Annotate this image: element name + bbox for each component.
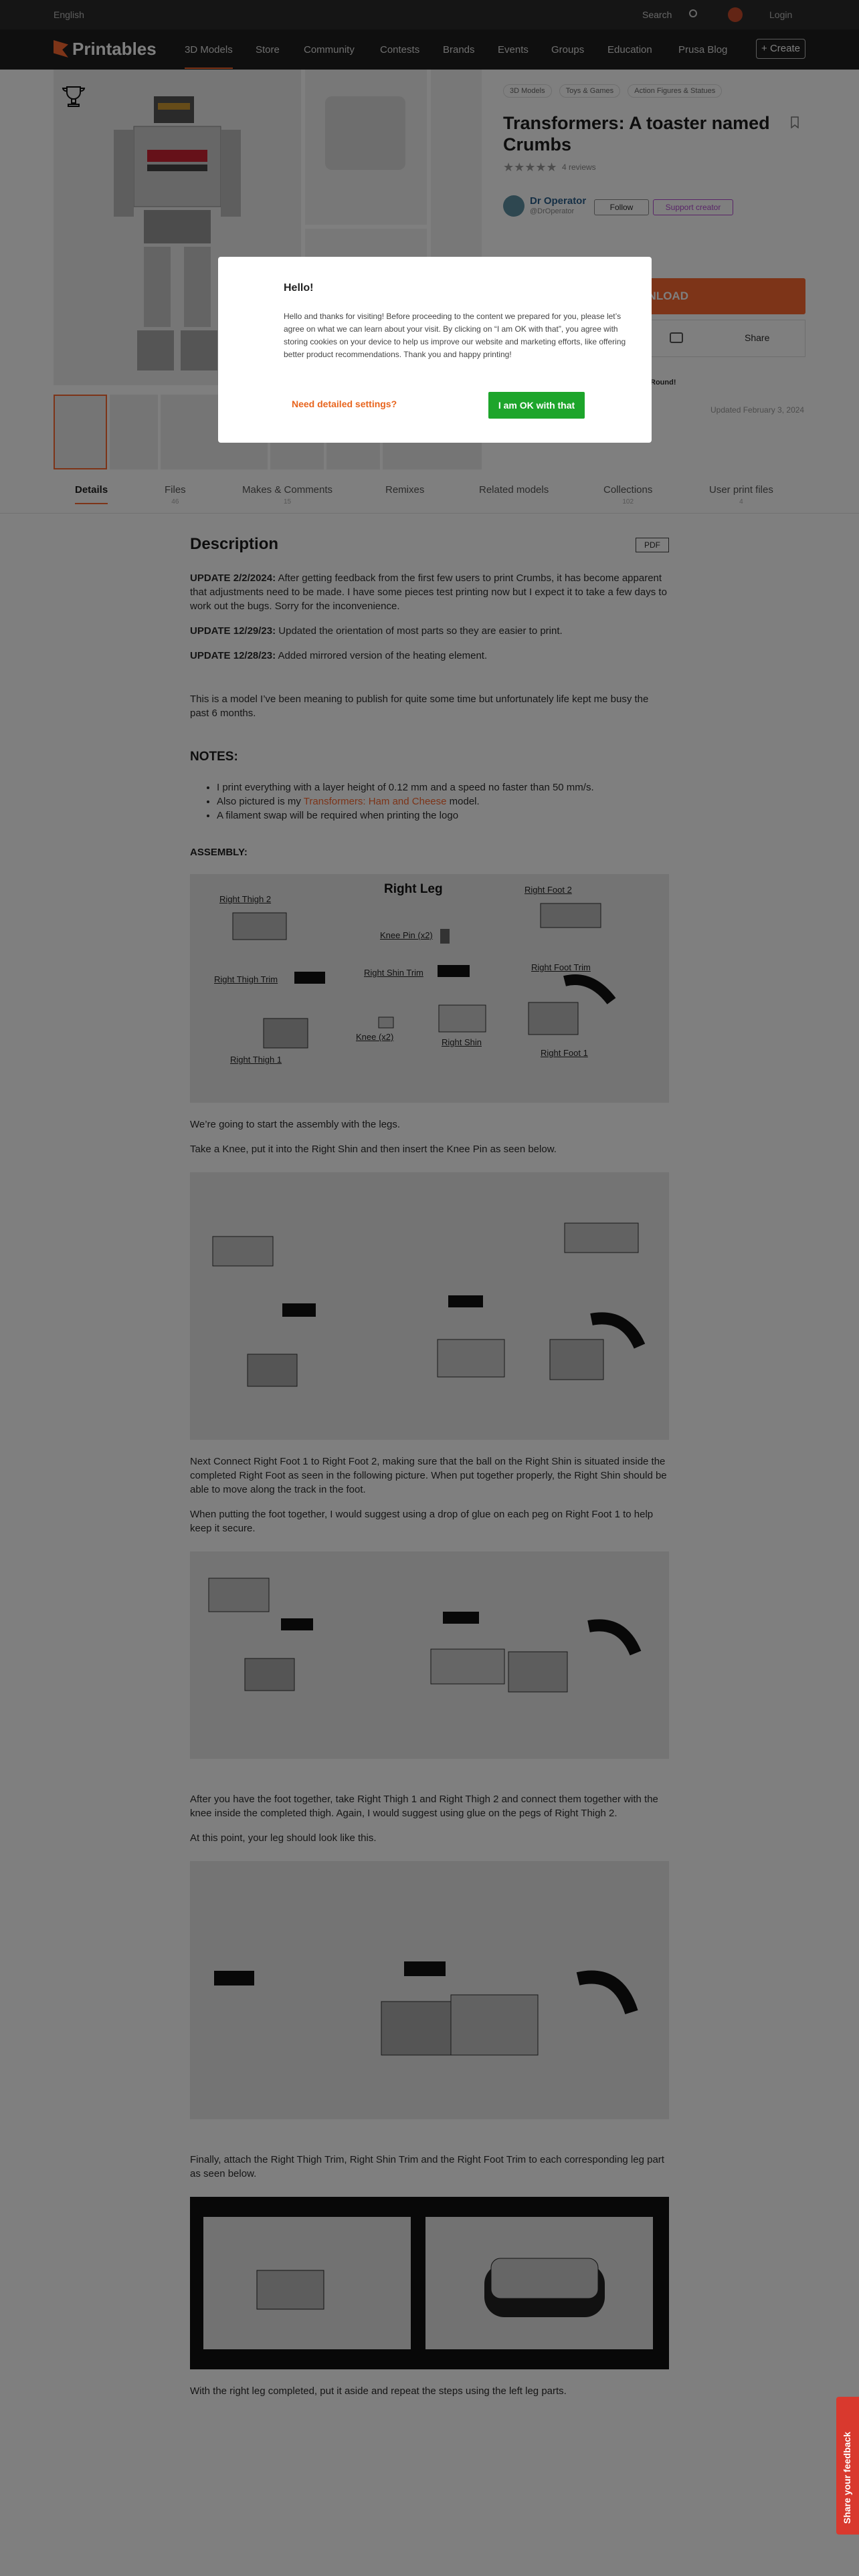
- modal-title: Hello!: [284, 282, 314, 294]
- accept-cookies-button[interactable]: I am OK with that: [488, 392, 585, 419]
- feedback-label: Share your feedback: [842, 2432, 852, 2524]
- feedback-tab[interactable]: [836, 2397, 859, 2535]
- modal-text: Hello and thanks for visiting! Before proceeding to the content we prepared for you, please let’s agree on what we can learn about your visit. By clicking on “I am OK with that”, you agree with storing cookies on your device to help us improve our website and marketing efforts, like offering better product recommendations. Thank you and happy printing!: [284, 312, 626, 359]
- detailed-settings-link[interactable]: Need detailed settings?: [292, 399, 397, 409]
- cookie-consent-modal: [218, 257, 652, 443]
